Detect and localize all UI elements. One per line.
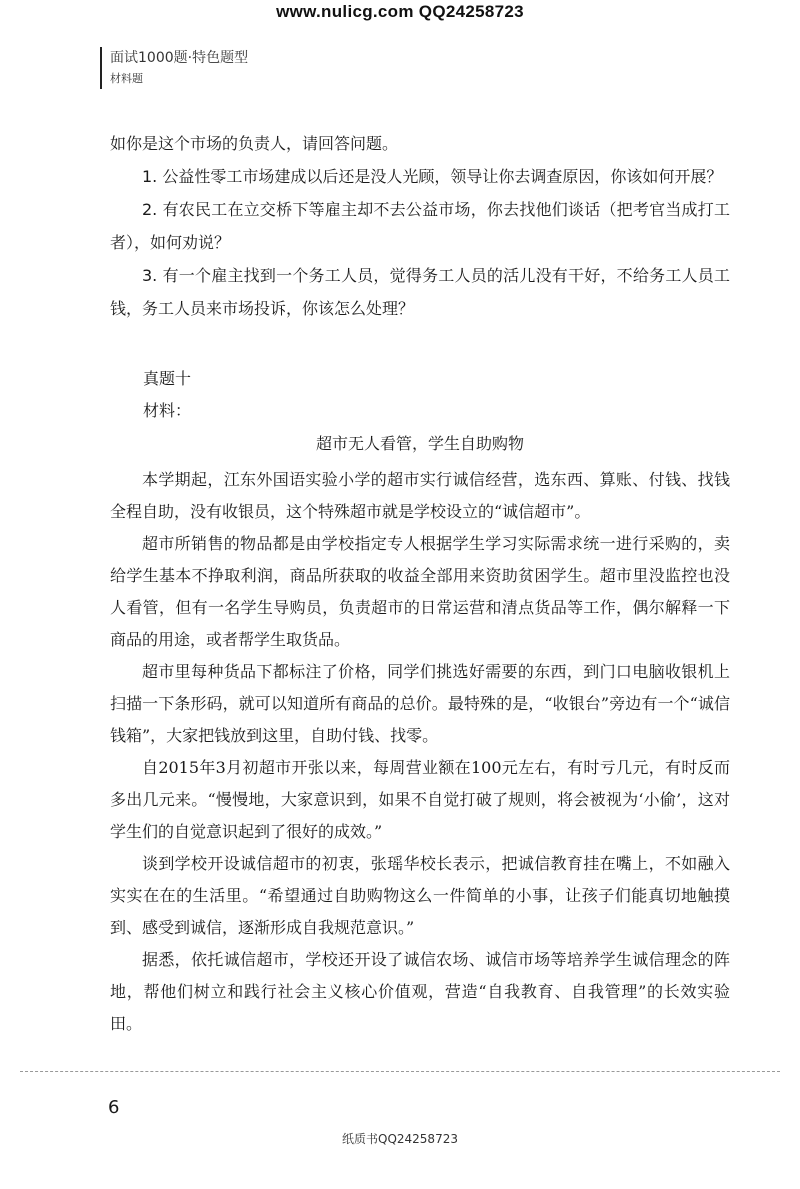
article-paragraph: 超市所销售的物品都是由学校指定专人根据学生学习实际需求统一进行采购的，卖给学生基本不挣取利润，商品所获取的收益全部用来资助贫困学生。超市里没监控也没人看管，但有一名学生导购员，负责超市的日常运营和清点货品等工作，偶尔解释一下商品的用途，或者帮学生取货品。 [110,534,730,649]
article-paragraph: 本学期起，江东外国语实验小学的超市实行诚信经营，选东西、算账、付钱、找钱全程自助，没有收银员，这个特殊超市就是学校设立的“诚信超市”。 [110,470,730,521]
question-item: 2. 有农民工在立交桥下等雇主却不去公益市场，你去找他们谈话（把考官当成打工者），如何劝说？ [110,200,730,252]
watermark-top: www.nulicg.com QQ24258723 [276,2,524,21]
article-paragraph: 超市里每种货品下都标注了价格，同学们挑选好需要的东西，到门口电脑收银机上扫描一下条形码，就可以知道所有商品的总价。最特殊的是，“收银台”旁边有一个“诚信钱箱”，大家把钱放到这里，自助付钱、找零。 [110,662,730,745]
question-list [110,160,730,325]
header-divider [100,47,102,89]
footer-divider [20,1071,780,1072]
intro-text: 如你是这个市场的负责人，请回答问题。 [110,134,399,153]
question-item: 3. 有一个雇主找到一个务工人员，觉得务工人员的活儿没有干好，不给务工人员工钱，务工人员来市场投诉，你该怎么处理？ [110,266,730,318]
article-paragraph: 自2015年3月初超市开张以来，每周营业额在100元左右，有时亏几元，有时反而多出几元来。“慢慢地，大家意识到，如果不自觉打破了规则，将会被视为‘小偷’，这对学生们的自觉意识起到了很好的成效。” [110,758,730,841]
exam-title: 真题十 [143,369,192,388]
watermark-bottom: 纸质书QQ24258723 [342,1132,458,1146]
page-number: 6 [108,1097,120,1118]
book-section-label: 材料题 [110,72,143,85]
article-body [110,464,730,1040]
book-series-title: 面试1000题·特色题型 [110,50,249,66]
material-label: 材料： [143,401,192,420]
article-title: 超市无人看管，学生自助购物 [315,434,524,453]
article-paragraph: 据悉，依托诚信超市，学校还开设了诚信农场、诚信市场等培养学生诚信理念的阵地，帮他们树立和践行社会主义核心价值观，营造“自我教育、自我管理”的长效实验田。 [110,950,730,1033]
question-item: 1. 公益性零工市场建成以后还是没人光顾，领导让你去调查原因，你该如何开展？ [142,167,723,186]
article-paragraph: 谈到学校开设诚信超市的初衷，张瑶华校长表示，把诚信教育挂在嘴上，不如融入实实在在的生活里。“希望通过自助购物这么一件简单的小事，让孩子们能真切地触摸到、感受到诚信，逐渐形成自我规范意识。” [110,854,730,937]
